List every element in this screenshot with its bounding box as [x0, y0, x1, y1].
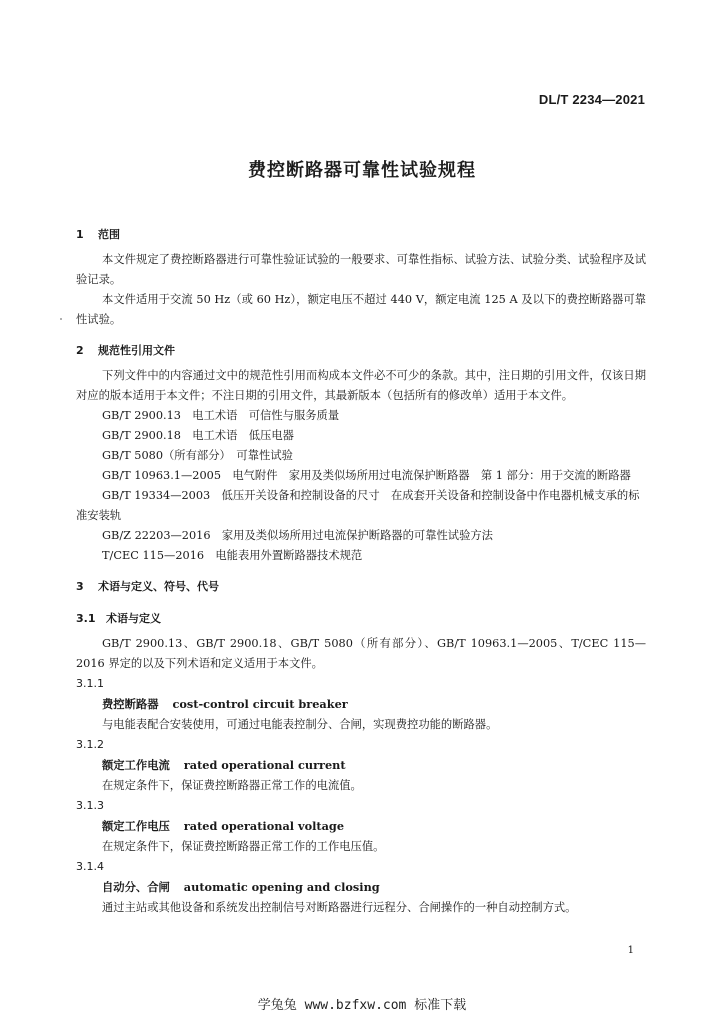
section-number: 3	[76, 580, 84, 593]
section-title: 规范性引用文件	[98, 344, 175, 357]
document-title: 费控断路器可靠性试验规程	[248, 160, 476, 181]
section-number: 1	[76, 228, 84, 241]
section-3-heading	[76, 578, 646, 596]
term-en: automatic opening and closing	[183, 880, 380, 894]
document-body	[76, 226, 646, 918]
subsection-number: 3.1	[76, 612, 96, 625]
reference-item: GB/T 2900.18 电工术语 低压电器	[102, 429, 294, 442]
standard-code: DL/T 2234—2021	[538, 92, 645, 107]
term-number: 3.1.2	[76, 738, 104, 751]
term-entry	[76, 755, 646, 776]
term-en: cost-control circuit breaker	[172, 697, 348, 711]
subsection-3-1-heading	[76, 610, 646, 628]
term-entry	[76, 816, 646, 837]
reference-item: GB/T 19334—2003 低压开关设备和控制设备的尺寸 在成套开关设备和控制设备中作电器机械支承的标准安装轨	[76, 489, 640, 522]
scan-speck	[60, 318, 62, 320]
term-definition: 与电能表配合安装使用，可通过电能表控制分、合闸，实现费控功能的断路器。	[102, 718, 498, 731]
paragraph: 本文件适用于交流 50 Hz（或 60 Hz），额定电压不超过 440 V，额定电流 125 A 及以下的费控断路器可靠性试验。	[76, 293, 646, 326]
term-definition: 在规定条件下，保证费控断路器正常工作的工作电压值。	[102, 840, 385, 853]
section-1-heading	[76, 226, 646, 244]
term-en: rated operational voltage	[183, 819, 345, 833]
watermark-footer: 学兔兔 www.bzfxw.com 标准下载	[257, 998, 467, 1013]
section-number: 2	[76, 344, 84, 357]
reference-item: GB/T 10963.1—2005 电气附件 家用及类似场所用过电流保护断路器 第 1 部分：用于交流的断路器	[102, 469, 631, 482]
section-2-heading	[76, 342, 646, 360]
reference-item: GB/T 2900.13 电工术语 可信性与服务质量	[102, 409, 340, 422]
reference-item: T/CEC 115—2016 电能表用外置断路器技术规范	[102, 549, 363, 562]
subsection-title: 术语与定义	[106, 612, 161, 625]
term-definition: 在规定条件下，保证费控断路器正常工作的电流值。	[102, 779, 362, 792]
section-title: 术语与定义、符号、代号	[98, 580, 219, 593]
reference-item: GB/T 5080（所有部分） 可靠性试验	[102, 449, 293, 462]
paragraph: GB/T 2900.13、GB/T 2900.18、GB/T 5080（所有部分）、GB/T 10963.1—2005、T/CEC 115—2016 界定的以及下列术语和定义适用于本文件。	[76, 637, 646, 670]
term-number: 3.1.3	[76, 799, 104, 812]
term-number: 3.1.4	[76, 860, 104, 873]
term-zh: 自动分、合闸	[102, 881, 170, 894]
term-zh: 额定工作电压	[102, 820, 170, 833]
section-title: 范围	[98, 228, 120, 241]
term-entry	[76, 877, 646, 898]
term-entry	[76, 694, 646, 715]
paragraph: 下列文件中的内容通过文中的规范性引用而构成本文件必不可少的条款。其中，注日期的引用文件，仅该日期对应的版本适用于本文件；不注日期的引用文件，其最新版本（包括所有的修改单）适用于本文件。	[76, 369, 646, 402]
page-number: 1	[627, 945, 634, 956]
term-en: rated operational current	[183, 758, 346, 772]
reference-item: GB/Z 22203—2016 家用及类似场所用过电流保护断路器的可靠性试验方法	[102, 529, 493, 542]
term-definition: 通过主站或其他设备和系统发出控制信号对断路器进行远程分、合闸操作的一种自动控制方式。	[102, 901, 577, 914]
term-zh: 费控断路器	[102, 698, 159, 711]
term-number: 3.1.1	[76, 677, 104, 690]
paragraph: 本文件规定了费控断路器进行可靠性验证试验的一般要求、可靠性指标、试验方法、试验分类、试验程序及试验记录。	[76, 253, 646, 286]
term-zh: 额定工作电流	[102, 759, 170, 772]
